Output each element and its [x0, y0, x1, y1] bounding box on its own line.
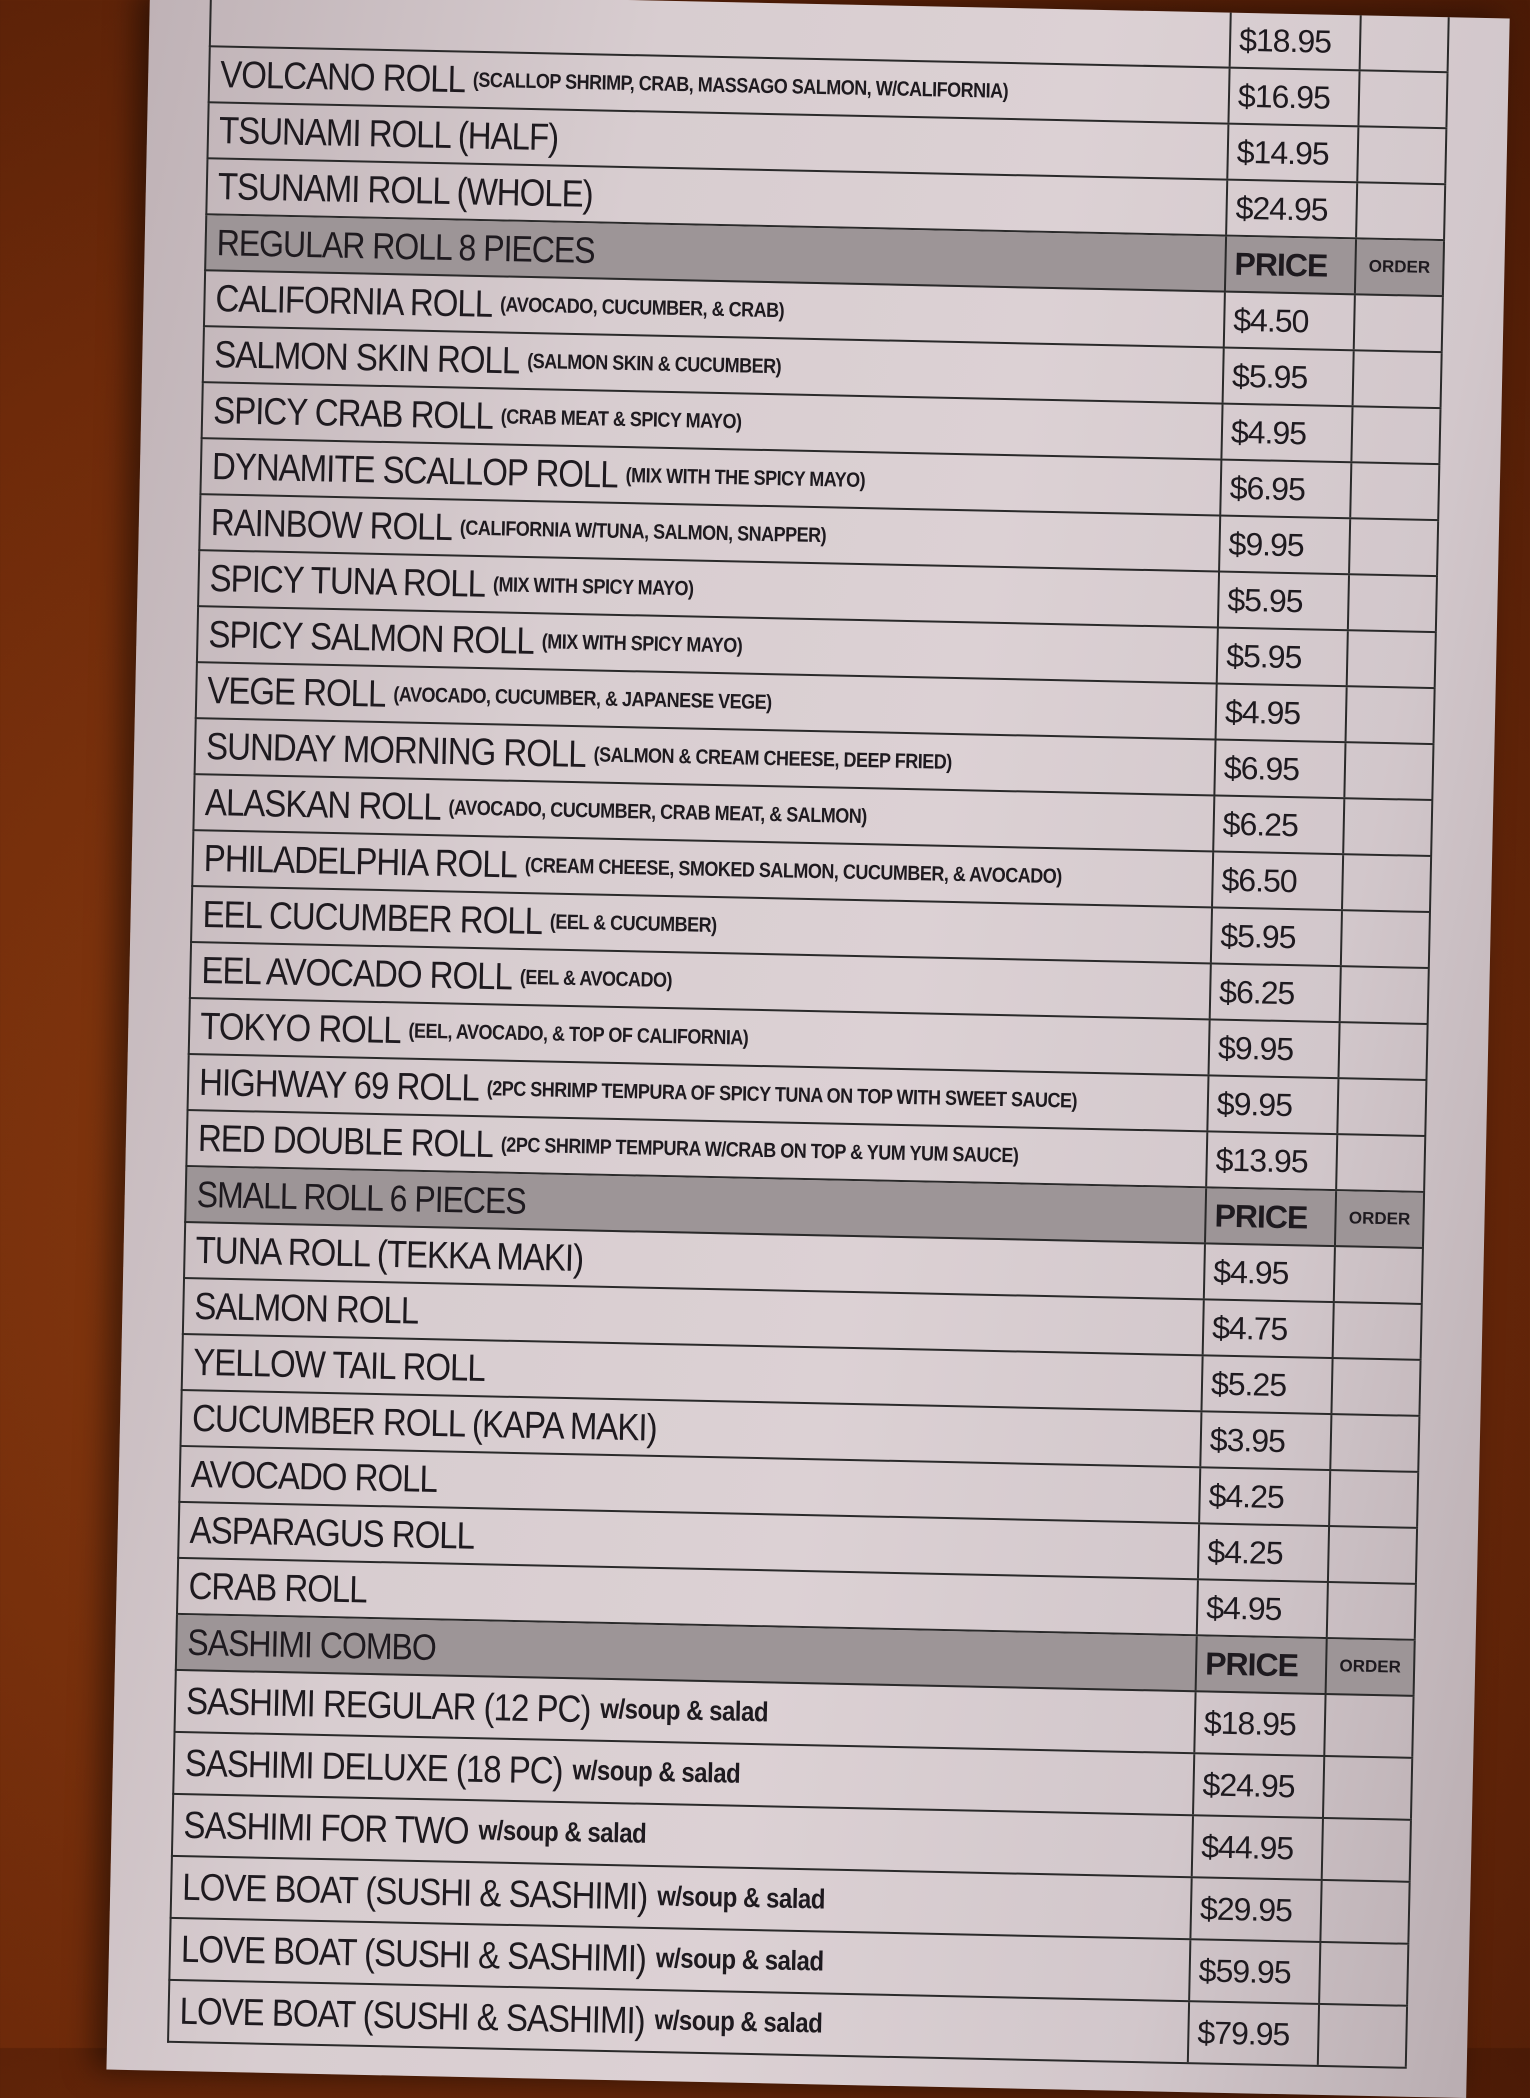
item-description: (MIX WITH THE SPICY MAYO) — [625, 462, 866, 492]
order-cell[interactable] — [1350, 407, 1441, 463]
order-cell[interactable] — [1322, 1757, 1413, 1819]
item-price: $6.95 — [1213, 740, 1344, 797]
order-cell[interactable] — [1337, 1023, 1428, 1079]
item-price: $3.95 — [1199, 1412, 1330, 1469]
item-price: $24.95 — [1192, 1754, 1323, 1817]
menu-table — [167, 0, 1450, 2069]
item-price: $6.50 — [1211, 852, 1342, 909]
item-title: DYNAMITE SCALLOP ROLL — [211, 444, 619, 496]
price-column-header: PRICE — [1204, 1188, 1335, 1245]
item-price: $5.95 — [1210, 908, 1341, 965]
item-suffix: w/soup & salad — [655, 1942, 824, 1978]
item-price: $24.95 — [1225, 181, 1356, 238]
item-price: $5.95 — [1222, 349, 1353, 406]
item-title: RED DOUBLE ROLL — [197, 1116, 494, 1166]
item-title: TUNA ROLL (TEKKA MAKI) — [195, 1228, 584, 1280]
item-price: $9.95 — [1218, 517, 1349, 574]
item-suffix: w/soup & salad — [600, 1693, 769, 1729]
item-price: $9.95 — [1206, 1076, 1337, 1133]
item-price: $44.95 — [1191, 1816, 1322, 1879]
order-cell[interactable] — [1342, 799, 1433, 855]
item-suffix: w/soup & salad — [654, 2004, 823, 2040]
item-price: $59.95 — [1188, 1940, 1319, 2003]
item-title: ASPARAGUS ROLL — [189, 1508, 475, 1557]
item-price: $5.95 — [1216, 628, 1347, 685]
item-price: $4.95 — [1203, 1244, 1334, 1301]
section-heading-text: SASHIMI COMBO — [186, 1620, 437, 1668]
order-cell[interactable] — [1335, 1135, 1426, 1191]
item-title: SALMON SKIN ROLL — [213, 332, 520, 382]
order-cell[interactable] — [1359, 15, 1450, 71]
item-suffix: w/soup & salad — [656, 1880, 826, 1916]
item-description: (CALIFORNIA W/TUNA, SALMON, SNAPPER) — [459, 515, 827, 547]
item-price: $5.25 — [1200, 1356, 1331, 1413]
item-title: LOVE BOAT (SUSHI & SASHIMI) — [179, 1989, 646, 2042]
item-title: SPICY TUNA ROLL — [209, 556, 486, 605]
item-description: (CRAB MEAT & SPICY MAYO) — [500, 404, 742, 433]
item-title: SALMON ROLL — [194, 1284, 419, 1332]
order-cell[interactable] — [1326, 1583, 1417, 1639]
item-title: ALASKAN ROLL — [204, 780, 442, 828]
order-cell[interactable] — [1339, 967, 1430, 1023]
order-cell[interactable] — [1356, 127, 1447, 183]
order-cell[interactable] — [1355, 183, 1446, 239]
item-title: CUCUMBER ROLL (KAPA MAKI) — [191, 1396, 658, 1449]
item-title: SUNDAY MORNING ROLL — [205, 724, 587, 775]
item-title: SPICY SALMON ROLL — [208, 612, 535, 662]
order-cell[interactable] — [1352, 351, 1443, 407]
item-description: (2PC SHRIMP TEMPURA W/CRAB ON TOP & YUM YUM SAUCE) — [500, 1132, 1019, 1167]
item-description: (SCALLOP SHRIMP, CRAB, MASSAGO SALMON, W/CALIFORNIA) — [472, 67, 1009, 102]
item-title: EEL AVOCADO ROLL — [201, 948, 513, 998]
order-cell[interactable] — [1345, 687, 1436, 743]
item-price: $29.95 — [1189, 1878, 1320, 1941]
order-cell[interactable] — [1330, 1359, 1421, 1415]
order-cell[interactable] — [1317, 2005, 1408, 2067]
item-price: $4.95 — [1215, 684, 1346, 741]
item-price: $4.95 — [1196, 1580, 1327, 1637]
item-description: (AVOCADO, CUCUMBER, & CRAB) — [499, 292, 785, 322]
order-cell[interactable] — [1318, 1943, 1409, 2005]
order-cell[interactable] — [1332, 1303, 1423, 1359]
item-price: $6.25 — [1209, 964, 1340, 1021]
item-price: $18.95 — [1229, 13, 1360, 70]
item-title: VEGE ROLL — [206, 668, 386, 715]
order-cell[interactable] — [1346, 631, 1437, 687]
price-column-header: PRICE — [1195, 1636, 1326, 1693]
order-column-header: ORDER — [1354, 239, 1445, 295]
order-cell[interactable] — [1329, 1415, 1420, 1471]
item-description: (AVOCADO, CUCUMBER, & JAPANESE VEGE) — [393, 682, 772, 714]
item-description: (MIX WITH SPICY MAYO) — [541, 629, 743, 657]
item-title: TOKYO ROLL — [199, 1004, 402, 1052]
item-description: (MIX WITH SPICY MAYO) — [492, 572, 694, 600]
item-description: (EEL & AVOCADO) — [519, 964, 673, 992]
item-title: LOVE BOAT (SUSHI & SASHIMI) — [180, 1927, 647, 1980]
section-heading-text: SMALL ROLL 6 PIECES — [196, 1172, 527, 1222]
item-description: (AVOCADO, CUCUMBER, CRAB MEAT, & SALMON) — [448, 795, 868, 828]
item-price: $4.25 — [1197, 1524, 1328, 1581]
item-price: $9.95 — [1208, 1020, 1339, 1077]
item-title: LOVE BOAT (SUSHI & SASHIMI) — [181, 1865, 648, 1918]
item-suffix: w/soup & salad — [572, 1755, 741, 1790]
order-cell[interactable] — [1333, 1247, 1424, 1303]
order-column-header: ORDER — [1325, 1639, 1416, 1695]
item-price: $4.50 — [1223, 293, 1354, 350]
item-price: $6.95 — [1219, 461, 1350, 518]
order-cell[interactable] — [1341, 855, 1432, 911]
order-cell[interactable] — [1357, 71, 1448, 127]
order-cell[interactable] — [1328, 1471, 1419, 1527]
item-title: SASHIMI FOR TWO — [183, 1803, 470, 1852]
item-description: (SALMON & CREAM CHEESE, DEEP FRIED) — [593, 742, 952, 773]
item-title: TSUNAMI ROLL (WHOLE) — [217, 164, 594, 216]
item-price: $13.95 — [1205, 1132, 1336, 1189]
order-cell[interactable] — [1327, 1527, 1418, 1583]
item-price: $6.25 — [1212, 796, 1343, 853]
item-price: $16.95 — [1227, 69, 1358, 126]
order-cell[interactable] — [1353, 295, 1444, 351]
item-suffix: w/soup & salad — [478, 1815, 647, 1850]
section-heading-text: REGULAR ROLL 8 PIECES — [216, 221, 596, 271]
order-cell[interactable] — [1343, 743, 1434, 799]
item-description: (SALMON SKIN & CUCUMBER) — [527, 348, 782, 378]
order-cell[interactable] — [1336, 1079, 1427, 1135]
order-cell[interactable] — [1348, 519, 1439, 575]
item-description: (2PC SHRIMP TEMPURA OF SPICY TUNA ON TOP WITH SWEET SAUCE) — [486, 1076, 1078, 1112]
item-title: SPICY CRAB ROLL — [212, 388, 494, 437]
item-title: CRAB ROLL — [188, 1564, 368, 1611]
item-title: SASHIMI REGULAR (12 PC) — [185, 1679, 591, 1731]
item-title: EEL CUCUMBER ROLL — [202, 892, 543, 943]
item-description: (EEL, AVOCADO, & TOP OF CALIFORNIA) — [408, 1018, 749, 1049]
item-title: YELLOW TAIL ROLL — [192, 1340, 486, 1390]
item-price: $5.95 — [1217, 572, 1348, 629]
item-title: VOLCANO ROLL — [219, 52, 466, 101]
order-cell[interactable] — [1319, 1881, 1410, 1943]
item-title: AVOCADO ROLL — [190, 1452, 438, 1501]
item-title: HIGHWAY 69 ROLL — [198, 1060, 480, 1109]
item-price: $4.75 — [1202, 1300, 1333, 1357]
menu-paper — [106, 0, 1509, 2098]
item-price: $79.95 — [1187, 2002, 1318, 2065]
item-price: $4.25 — [1198, 1468, 1329, 1525]
order-cell[interactable] — [1347, 575, 1438, 631]
price-column-header: PRICE — [1224, 237, 1355, 294]
item-title: PHILADELPHIA ROLL — [203, 836, 518, 886]
item-title: RAINBOW ROLL — [210, 500, 453, 549]
item-description: (EEL & CUCUMBER) — [549, 909, 717, 936]
item-title: SASHIMI DELUXE (18 PC) — [184, 1741, 564, 1792]
item-description: (CREAM CHEESE, SMOKED SALMON, CUCUMBER, & AVOCADO) — [524, 852, 1063, 888]
order-cell[interactable] — [1349, 463, 1440, 519]
order-cell[interactable] — [1323, 1695, 1414, 1757]
item-price: $18.95 — [1193, 1692, 1324, 1755]
item-title: TSUNAMI ROLL (HALF) — [218, 108, 559, 159]
item-price: $4.95 — [1220, 405, 1351, 462]
order-cell[interactable] — [1340, 911, 1431, 967]
order-column-header: ORDER — [1334, 1191, 1425, 1247]
order-cell[interactable] — [1321, 1819, 1412, 1881]
item-price: $14.95 — [1226, 125, 1357, 182]
item-title: CALIFORNIA ROLL — [215, 276, 493, 325]
